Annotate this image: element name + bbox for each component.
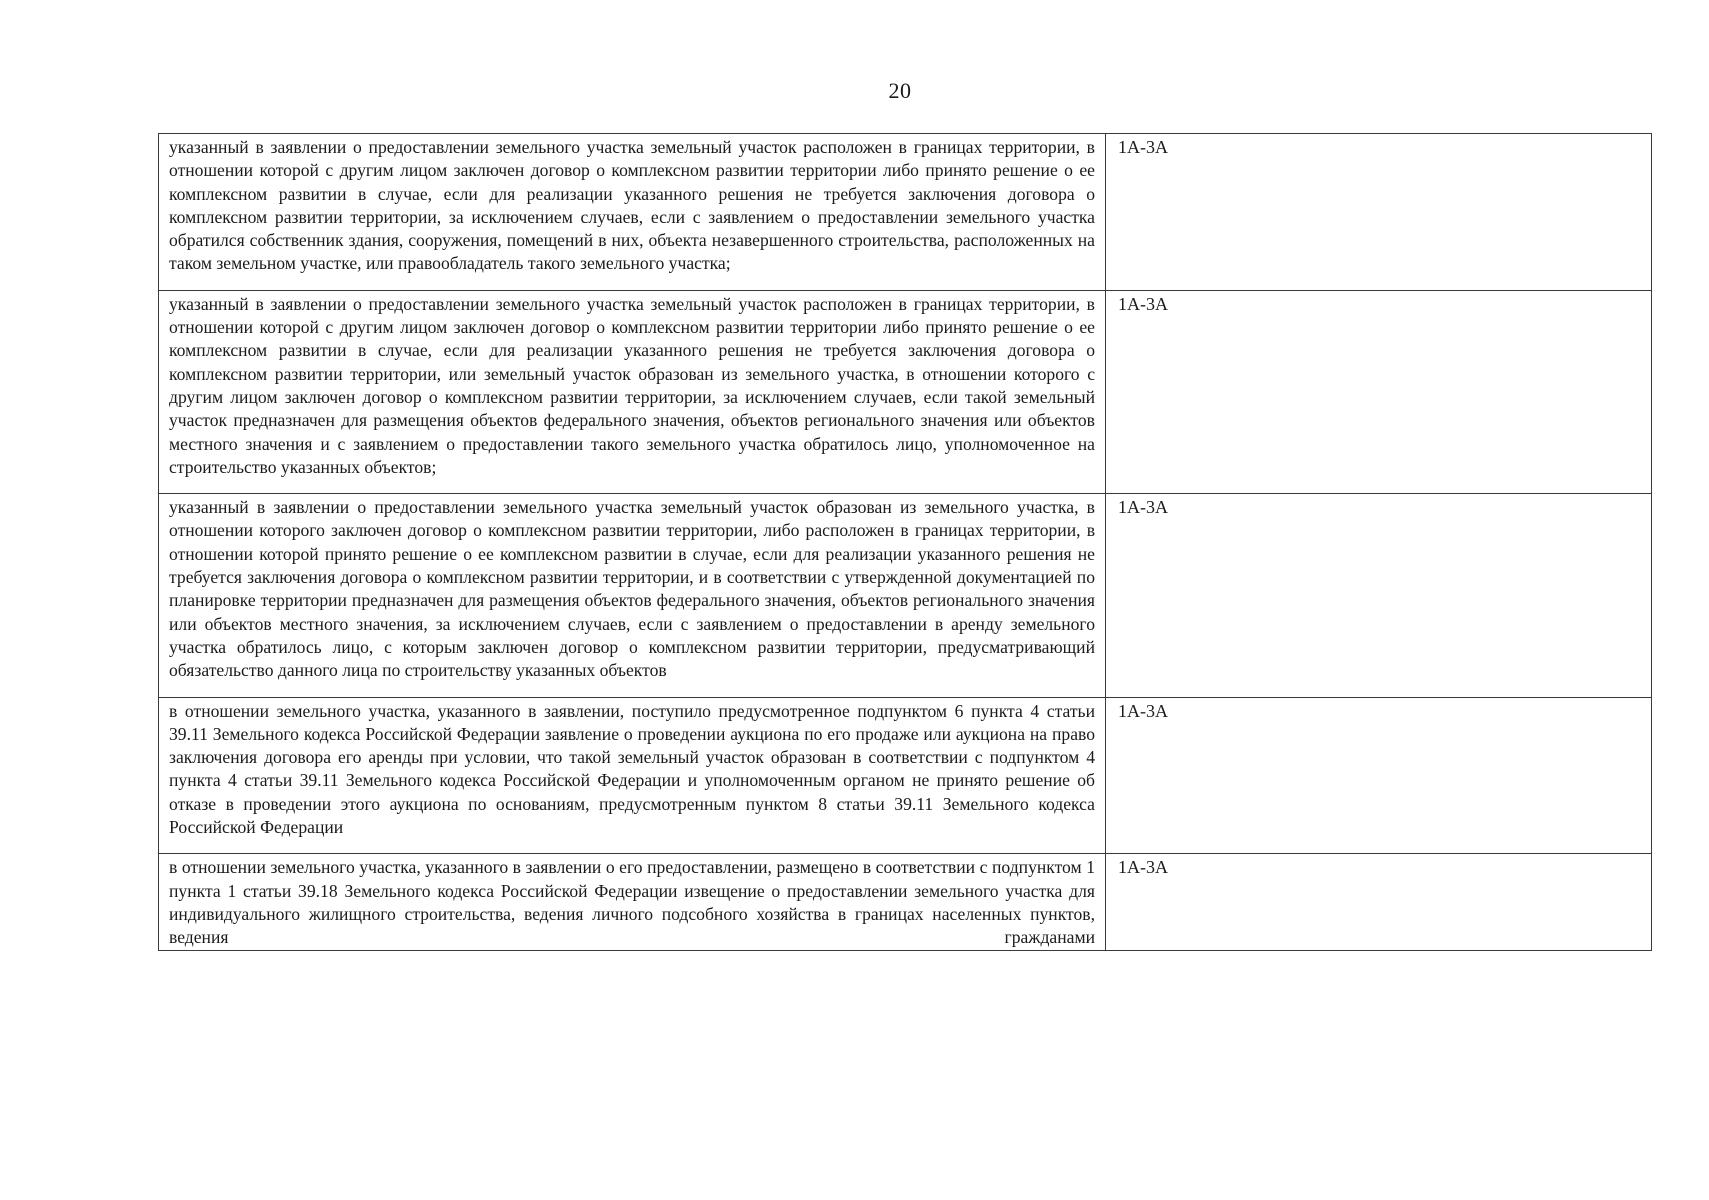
table-row xyxy=(159,697,1652,854)
table-row xyxy=(159,854,1652,950)
code-cell: 1А-3А xyxy=(1106,854,1652,950)
code-cell: 1А-3А xyxy=(1106,134,1652,291)
criterion-cell: указанный в заявлении о предоставлении земельного участка земельный участок образован из земельного участка, в отношении которого заключен договор о комплексном развитии территории, либо расположен в границах территории, в отношении которой принято решение о ее комплексном развитии в случае, если для реализации указанного решения не требуется заключения договора о комплексном развитии территории, и в соответствии с утвержденной документацией по планировке территории предназначен для размещения объектов федерального значения, объектов регионального значения или объектов местного значения, за исключением случаев, если с заявлением о предоставлении в аренду земельного участка обратилось лицо, с которым заключен договор о комплексном развитии территории, предусматривающий обязательство данного лица по строительству указанных объектов xyxy=(159,494,1106,697)
table-row xyxy=(159,134,1652,291)
criterion-cell: в отношении земельного участка, указанного в заявлении, поступило предусмотренное подпунктом 6 пункта 4 статьи 39.11 Земельного кодекса Российской Федерации заявление о проведении аукциона по его продаже или аукциона на право заключения договора его аренды при условии, что такой земельный участок образован в соответствии с подпунктом 4 пункта 4 статьи 39.11 Земельного кодекса Российской Федерации и уполномоченным органом не принято решение об отказе в проведении этого аукциона по основаниям, предусмотренным пунктом 8 статьи 39.11 Земельного кодекса Российской Федерации xyxy=(159,697,1106,854)
criterion-cell: указанный в заявлении о предоставлении земельного участка земельный участок расположен в границах территории, в отношении которой с другим лицом заключен договор о комплексном развитии территории либо принято решение о ее комплексном развитии в случае, если для реализации указанного решения не требуется заключения договора о комплексном развитии территории, или земельный участок образован из земельного участка, в отношении которого с другим лицом заключен договор о комплексном развитии территории, за исключением случаев, если такой земельный участок предназначен для размещения объектов федерального значения, объектов регионального значения или объектов местного значения и с заявлением о предоставлении такого земельного участка обратилось лицо, уполномоченное на строительство указанных объектов; xyxy=(159,290,1106,493)
table-row xyxy=(159,494,1652,697)
table-row xyxy=(159,290,1652,493)
code-cell: 1А-3А xyxy=(1106,697,1652,854)
grounds-table xyxy=(158,133,1652,951)
code-cell: 1А-3А xyxy=(1106,494,1652,697)
page-number: 20 xyxy=(888,78,912,103)
code-cell: 1А-3А xyxy=(1106,290,1652,493)
criterion-cell: указанный в заявлении о предоставлении земельного участка земельный участок расположен в границах территории, в отношении которой с другим лицом заключен договор о комплексном развитии территории либо принято решение о ее комплексном развитии в случае, если для реализации указанного решения не требуется заключения договора о комплексном развитии территории, за исключением случаев, если с заявлением о предоставлении земельного участка обратился собственник здания, сооружения, помещений в них, объекта незавершенного строительства, расположенных на таком земельном участке, или правообладатель такого земельного участка; xyxy=(159,134,1106,291)
criterion-cell: в отношении земельного участка, указанного в заявлении о его предоставлении, размещено в соответствии с подпунктом 1 пункта 1 статьи 39.18 Земельного кодекса Российской Федерации извещение о предоставлении земельного участка для индивидуального жилищного строительства, ведения личного подсобного хозяйства в границах населенных пунктов, ведения гражданами xyxy=(159,854,1106,950)
